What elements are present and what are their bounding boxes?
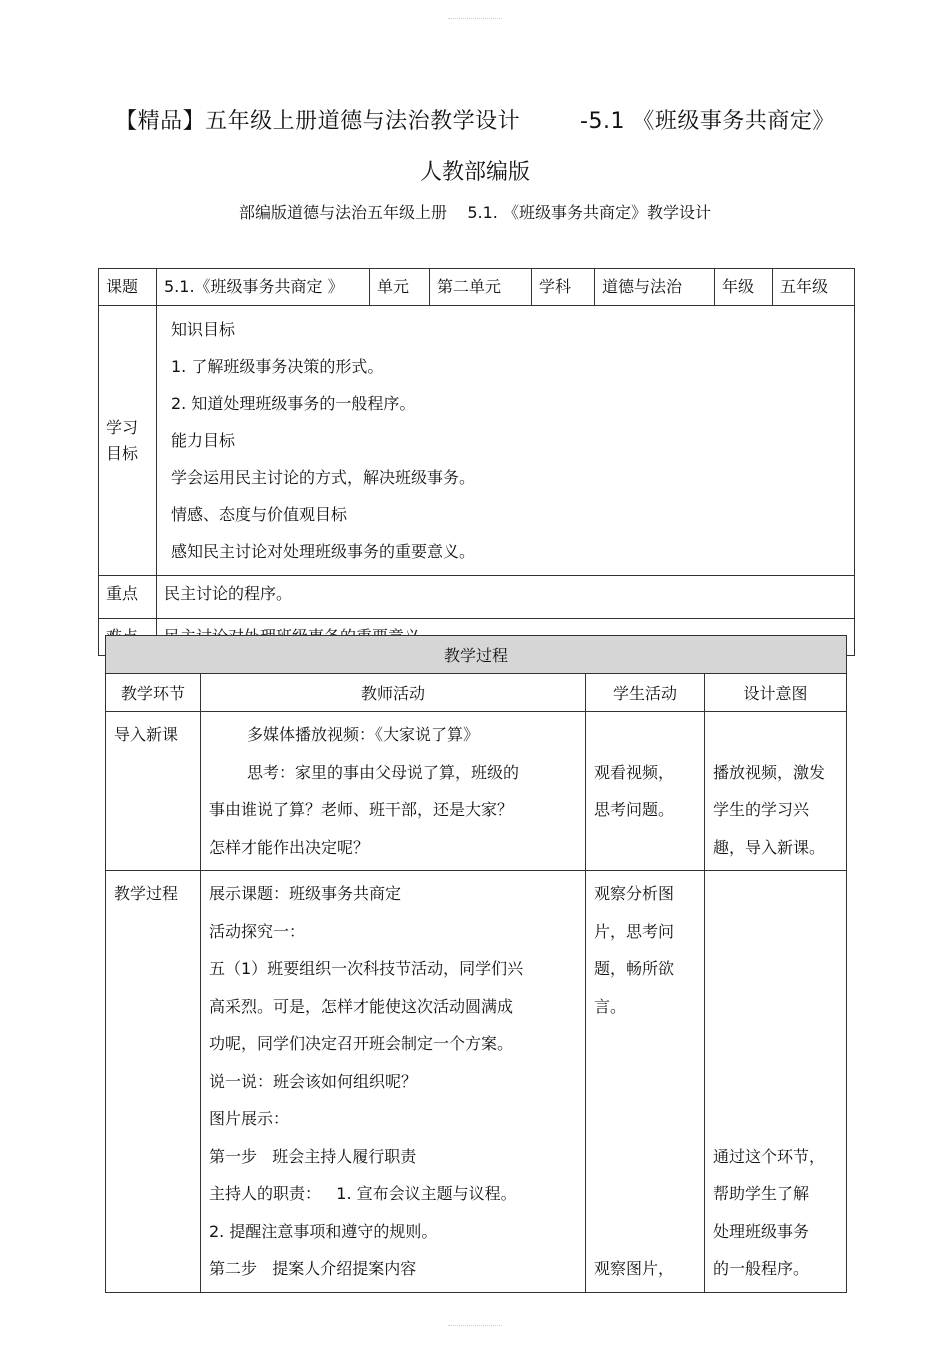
intent-line: 处理班级事务 — [713, 1221, 810, 1241]
key-point-value: 民主讨论的程序。 — [157, 576, 855, 619]
objectives-content — [157, 306, 855, 576]
document-title-line1: 【精品】五年级上册道德与法治教学设计 -5.1 《班级事务共商定》 — [115, 109, 835, 134]
process-section-header-row — [106, 636, 847, 674]
stage-cell — [106, 871, 201, 1293]
lesson-info-row — [99, 269, 855, 306]
teacher-line: 思考：家里的事由父母说了算，班级的 — [247, 762, 520, 782]
teacher-line: 事由谁说了算？老师、班干部，还是大家？ — [209, 800, 514, 819]
stage-cell — [106, 712, 201, 871]
grade-value: 五年级 — [773, 269, 855, 306]
intent-line: 趣，导入新课。 — [713, 837, 826, 857]
objective-line: 知识目标 — [171, 320, 236, 339]
teacher-line: 多媒体播放视频：《大家说了算》 — [247, 725, 480, 744]
objective-line: 1. 了解班级事务决策的形式。 — [171, 357, 384, 376]
design-intent-cell — [705, 712, 847, 871]
teacher-line: 怎样才能作出决定呢？ — [209, 837, 370, 857]
teacher-line: 功呢，同学们决定召开班会制定一个方案。 — [209, 1034, 514, 1053]
student-line: 观看视频， — [594, 762, 675, 782]
teacher-line: 展示课题：班级事务共商定 — [209, 884, 402, 903]
teacher-line: 说一说：班会该如何组织呢？ — [209, 1071, 418, 1091]
teacher-line: 第二步 提案人介绍提案内容 — [209, 1259, 417, 1278]
objectives-label-line1: 学习 — [106, 417, 139, 437]
column-header-student: 学生活动 — [586, 674, 705, 712]
column-header-teacher: 教师活动 — [201, 674, 586, 712]
page-top-marker — [448, 18, 502, 25]
process-row-main — [106, 871, 847, 1293]
page-bottom-marker — [448, 1325, 502, 1332]
intent-line: 播放视频，激发 — [713, 762, 826, 782]
objective-line: 2. 知道处理班级事务的一般程序。 — [171, 394, 416, 413]
teacher-line: 主持人的职责： 1. 宣布会议主题与议程。 — [209, 1184, 517, 1203]
student-line: 言。 — [594, 996, 627, 1016]
student-line: 片，思考问 — [594, 921, 675, 941]
teacher-activity-cell — [201, 712, 586, 871]
student-activity-cell — [586, 871, 705, 1293]
student-line: 观察图片， — [594, 1259, 675, 1278]
objective-line: 情感、态度与价值观目标 — [171, 505, 348, 524]
document-title-line2: 人教部编版 — [419, 160, 530, 185]
key-point-row — [99, 576, 855, 619]
lesson-info-table — [98, 268, 855, 656]
objective-line: 感知民主讨论对处理班级事务的重要意义。 — [171, 542, 476, 561]
teaching-process-table — [105, 635, 847, 1293]
lesson-label: 课题 — [99, 269, 157, 306]
subject-label: 学科 — [532, 269, 595, 306]
teacher-line: 第一步 班会主持人履行职责 — [209, 1146, 417, 1166]
teacher-line: 2. 提醒注意事项和遵守的规则。 — [209, 1221, 438, 1241]
objective-line: 学会运用民主讨论的方式，解决班级事务。 — [171, 468, 476, 487]
teacher-line: 图片展示： — [209, 1109, 290, 1128]
subject-value: 道德与法治 — [595, 269, 715, 306]
design-intent-cell — [705, 871, 847, 1293]
stage-label: 教学过程 — [114, 884, 179, 903]
objective-line: 能力目标 — [171, 431, 236, 450]
objectives-label — [99, 306, 157, 576]
key-point-label: 重点 — [99, 576, 157, 619]
intent-line: 学生的学习兴 — [713, 800, 810, 819]
teacher-activity-cell — [201, 871, 586, 1293]
objectives-row — [99, 306, 855, 576]
student-line: 题，畅所欲 — [594, 959, 675, 978]
process-row-intro — [106, 712, 847, 871]
student-line: 思考问题。 — [594, 800, 675, 819]
intent-line: 帮助学生了解 — [713, 1184, 810, 1203]
document-subtitle: 部编版道德与法治五年级上册 5.1. 《班级事务共商定》教学设计 — [239, 203, 711, 222]
process-column-header-row — [106, 674, 847, 712]
student-activity-cell — [586, 712, 705, 871]
student-line: 观察分析图 — [594, 884, 675, 903]
intent-line: 的一般程序。 — [713, 1259, 810, 1278]
teacher-line: 五（1）班要组织一次科技节活动，同学们兴 — [209, 959, 524, 978]
unit-value: 第二单元 — [430, 269, 532, 306]
grade-label: 年级 — [715, 269, 773, 306]
process-section-title: 教学过程 — [106, 636, 847, 674]
stage-label: 导入新课 — [114, 725, 179, 744]
intent-line: 通过这个环节， — [713, 1146, 826, 1166]
teacher-line: 活动探究一： — [209, 921, 306, 941]
column-header-stage: 教学环节 — [106, 674, 201, 712]
objectives-label-line2: 目标 — [106, 443, 139, 463]
lesson-value: 5.1.《班级事务共商定 》 — [157, 269, 370, 306]
column-header-intent: 设计意图 — [705, 674, 847, 712]
teacher-line: 高采烈。可是，怎样才能使这次活动圆满成 — [209, 996, 514, 1016]
unit-label: 单元 — [370, 269, 430, 306]
